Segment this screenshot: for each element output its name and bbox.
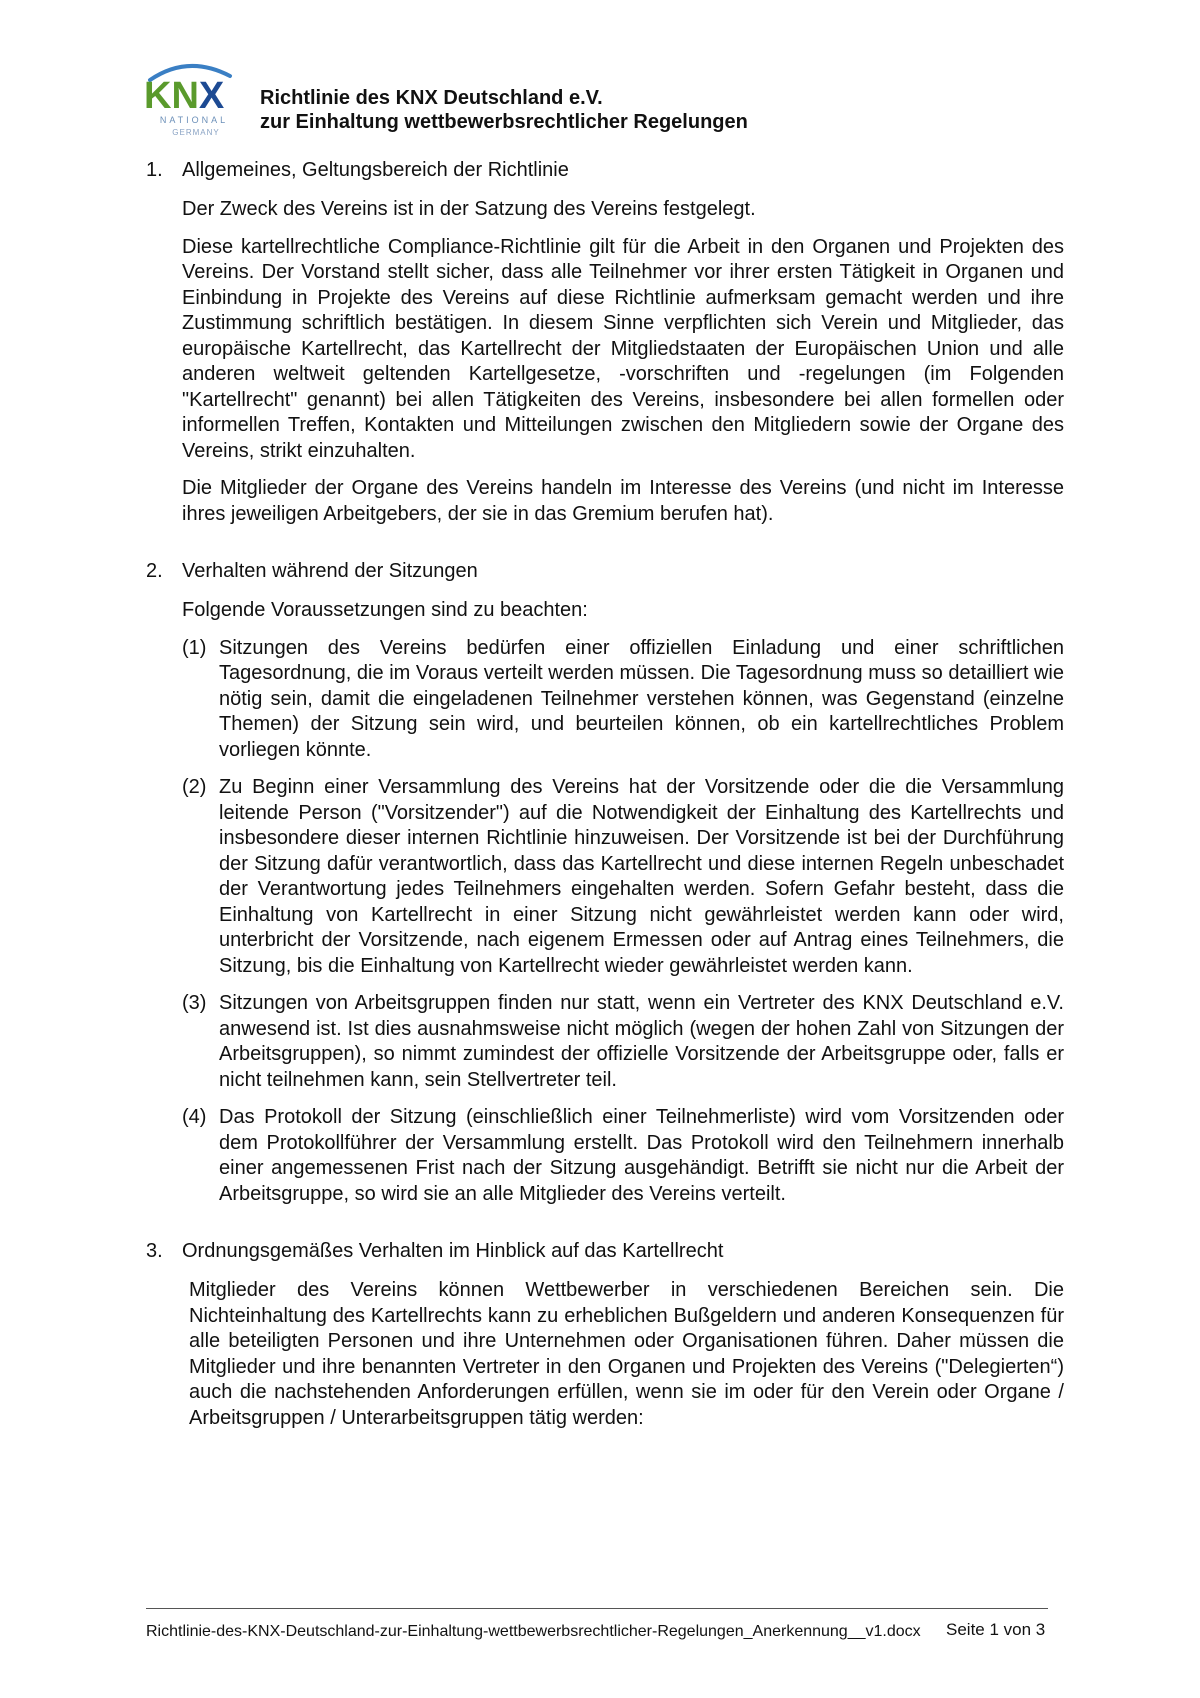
section-3-number: 3. [146, 1240, 163, 1262]
knx-logo-graphic [144, 60, 248, 138]
list-item-marker: (4) [182, 1106, 207, 1128]
section-1-heading [146, 158, 1064, 183]
footer-divider [146, 1608, 1048, 1609]
list-item-text: Sitzungen von Arbeitsgruppen finden nur statt, wenn ein Vertreter des KNX Deutschland e.V. anwesend ist. Ist dies ausnahmsweise nicht möglich (wegen der hohen Zahl von Sitzungen der Arbeitsgruppen), so nimmt zumindest der offizielle Vorsitzende der Arbeitsgruppe oder, falls er nicht teilnehmen kann, sein Stellvertreter teil. [219, 992, 1064, 1091]
section-1-paragraph-3: Die Mitglieder der Organe des Vereins handeln im Interesse des Vereins (und nicht im Interesse ihres jeweiligen Arbeitgebers, der sie in das Gremium berufen hat). [182, 477, 1064, 525]
document-title [260, 86, 748, 134]
section-3-heading [146, 1239, 1064, 1264]
logo-national-text: NATIONAL [159, 115, 229, 125]
section-1-paragraph-2: Diese kartellrechtliche Compliance-Richtlinie gilt für die Arbeit in den Organen und Projekten des Vereins. Der Vorstand stellt sicher, dass alle Teilnehmer vor ihrer ersten Tätigkeit in Organen und Einbindung in Projekte des Vereins auf diese Richtlinie aufmerksam gemacht werden und ihre Zustimmung schriftlich bestätigen. In diesem Sinne verpflichten sich Verein und Mitglieder, das europäische Kartellrecht, das Kartellrecht der Mitgliedstaaten der Europäischen Union und alle anderen weltweit geltenden Kartellgesetze, -vorschriften und -regelungen (im Folgenden "Kartellrecht" genannt) bei allen Tätigkeiten des Vereins, insbesondere bei allen formellen oder informellen Treffen, Kontakten und Mitteilungen zwischen den Mitgliedern sowie der Organe des Vereins, strikt einzuhalten. [182, 235, 1064, 462]
section-2-number: 2. [146, 560, 163, 582]
list-item-text: Zu Beginn einer Versammlung des Vereins hat der Vorsitzende oder die die Versammlung leitende Person ("Vorsitzender") auf die Notwendigkeit der Einhaltung des Kartellrechts und insbesondere dieser internen Richtlinie hinzuweisen. Der Vorsitzende ist bei der Durchführung der Sitzung dafür verantwortlich, dass das Kartellrecht und diese internen Regeln unbeschadet der Verantwortung jedes Teilnehmers eingehalten werden. Sofern Gefahr besteht, dass die Einhaltung von Kartellrecht in einer Sitzung nicht gewährleistet werden kann oder wird, unterbricht der Vorsitzende, nach eigenem Ermessen oder auf Antrag eines Teilnehmers, die Sitzung, bis die Einhaltung von Kartellrecht wieder gewährleistet werden kann. [219, 776, 1064, 977]
section-2-intro: Folgende Voraussetzungen sind zu beachten: [182, 599, 588, 621]
document-header [144, 60, 1044, 140]
list-item-marker: (1) [182, 636, 207, 659]
footer-page-number: Seite 1 von 3 [946, 1620, 1046, 1639]
section-1-paragraph-1: Der Zweck des Vereins ist in der Satzung des Vereins festgelegt. [182, 198, 756, 220]
section-1-title: Allgemeines, Geltungsbereich der Richtlinie [182, 159, 569, 181]
title-line-2: zur Einhaltung wettbewerbsrechtlicher Regelungen [260, 111, 748, 133]
section-1-number: 1. [146, 159, 163, 181]
list-item [182, 991, 1064, 1093]
section-2-heading [146, 559, 1064, 584]
list-item [182, 775, 1064, 979]
title-line-1: Richtlinie des KNX Deutschland e.V. [260, 87, 603, 109]
section-2-title: Verhalten während der Sitzungen [182, 560, 478, 582]
list-item [182, 1105, 1064, 1207]
list-item-text: Sitzungen des Vereins bedürfen einer offiziellen Einladung und einer schriftlichen Tagesordnung, die im Voraus verteilt werden müssen. Die Tagesordnung muss so detailliert wie nötig sein, damit die eingeladenen Teilnehmer verstehen können, was Gegenstand (einzelne Themen) der Sitzung sein wird, und beurteilen können, ob ein kartellrechtliches Problem vorliegen könnte. [219, 636, 1064, 761]
knx-logo [144, 60, 248, 138]
list-item [182, 636, 1064, 764]
list-item-marker: (2) [182, 776, 207, 798]
document-body [146, 158, 1064, 1443]
logo-mark: KNX [144, 75, 225, 117]
section-3-title: Ordnungsgemäßes Verhalten im Hinblick auf das Kartellrecht [182, 1240, 724, 1262]
list-item-text: Das Protokoll der Sitzung (einschließlich einer Teilnehmerliste) wird vom Vorsitzenden oder dem Protokollführer der Versammlung erstellt. Das Protokoll wird den Teilnehmern innerhalb einer angemessenen Frist nach der Sitzung ausgehändigt. Betrifft sie nicht nur die Arbeit der Arbeitsgruppe, so wird sie an alle Mitglieder des Vereins verteilt. [219, 1106, 1064, 1205]
section-3-paragraph-1: Mitglieder des Vereins können Wettbewerber in verschiedenen Bereichen sein. Die Nichteinhaltung des Kartellrechts kann zu erheblichen Bußgeldern und anderen Konsequenzen für alle beteiligten Personen und ihre Unternehmen oder Organisationen führen. Daher müssen die Mitglieder und ihre benannten Vertreter in den Organen und Projekten des Vereins ("Delegierten“) auch die nachstehenden Anforderungen erfüllen, wenn sie im oder für den Verein oder Organe / Arbeitsgruppen / Unterarbeitsgruppen tätig werden: [189, 1279, 1064, 1429]
footer-filename: Richtlinie-des-KNX-Deutschland-zur-Einhaltung-wettbewerbsrechtlicher-Regelungen_Anerkennung__v1.docx [146, 1623, 921, 1640]
list-item-marker: (3) [182, 992, 207, 1014]
logo-germany-text: GERMANY [172, 128, 220, 137]
